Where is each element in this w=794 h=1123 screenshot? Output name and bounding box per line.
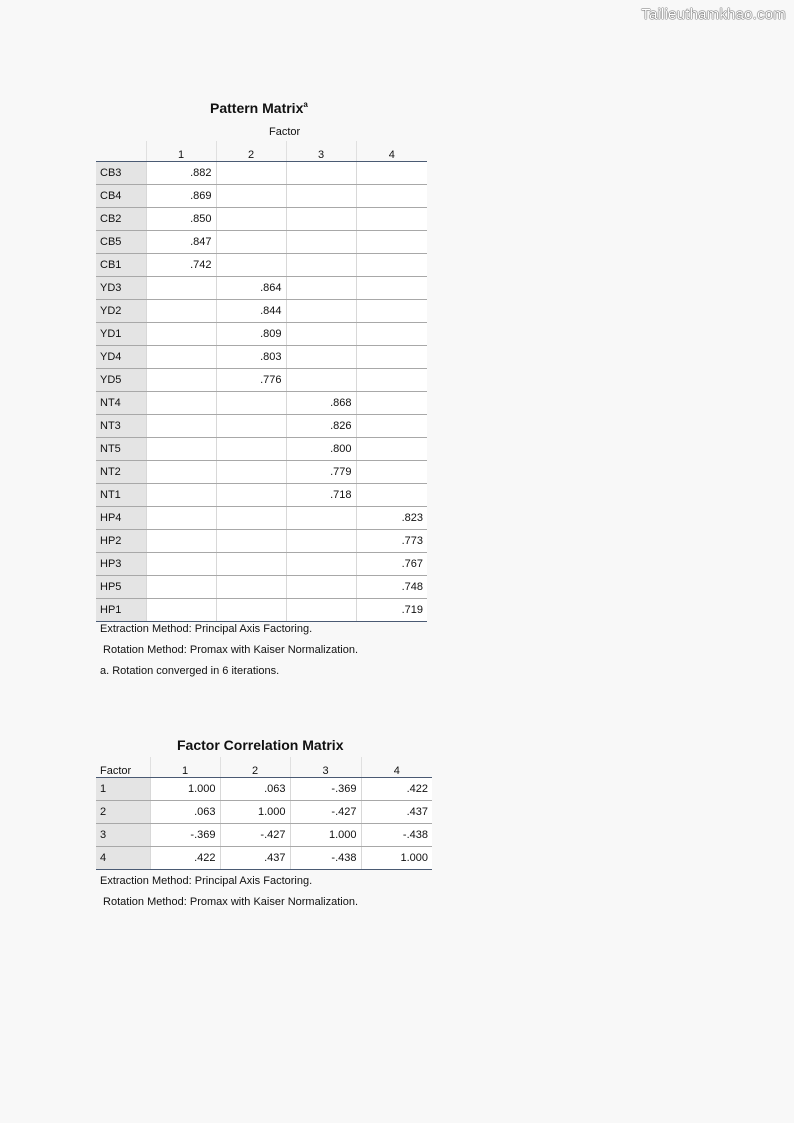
factor-correlation-header-row (96, 757, 432, 778)
pattern-matrix-col-header: 2 (216, 141, 286, 162)
factor-correlation-cell: .063 (150, 801, 220, 824)
pattern-matrix-table (96, 141, 427, 622)
factor-correlation-cell: -.369 (150, 824, 220, 847)
factor-correlation-row (96, 847, 432, 870)
pattern-matrix-row (96, 461, 427, 484)
pattern-matrix-cell (146, 599, 216, 622)
pattern-matrix-row (96, 346, 427, 369)
pattern-matrix-cell (286, 346, 356, 369)
pattern-matrix-cell (216, 231, 286, 254)
pattern-matrix-cell (286, 369, 356, 392)
pattern-matrix-cell (216, 576, 286, 599)
pattern-matrix-title (210, 100, 308, 116)
factor-correlation-row (96, 824, 432, 847)
pattern-matrix-row-label: CB5 (96, 231, 146, 254)
pattern-matrix-row (96, 208, 427, 231)
pattern-matrix-cell (356, 300, 427, 323)
pattern-matrix-cell (356, 185, 427, 208)
pattern-matrix-cell (146, 576, 216, 599)
factor-correlation-cell: -.427 (220, 824, 290, 847)
pattern-matrix-cell (216, 208, 286, 231)
pattern-matrix-row (96, 484, 427, 507)
pattern-matrix-row-label: NT2 (96, 461, 146, 484)
factor-correlation-corner-cell: Factor (96, 757, 150, 778)
pattern-matrix-row (96, 185, 427, 208)
pattern-matrix-cell (216, 484, 286, 507)
pattern-matrix-cell: .826 (286, 415, 356, 438)
pattern-matrix-cell (146, 392, 216, 415)
factor-correlation-row (96, 801, 432, 824)
pattern-matrix-cell (146, 415, 216, 438)
pattern-matrix-row-label: CB2 (96, 208, 146, 231)
pattern-matrix-col-header: 1 (146, 141, 216, 162)
pattern-matrix-factor-caption: Factor (269, 126, 301, 138)
pattern-matrix-col-header: 4 (356, 141, 427, 162)
pattern-matrix-cell (146, 277, 216, 300)
pattern-matrix-cell (286, 231, 356, 254)
pattern-matrix-cell (286, 323, 356, 346)
pattern-matrix-cell: .748 (356, 576, 427, 599)
pattern-matrix-cell: .800 (286, 438, 356, 461)
pattern-matrix-row-label: HP5 (96, 576, 146, 599)
pattern-matrix-corner-cell (96, 141, 146, 162)
pattern-matrix-cell (286, 254, 356, 277)
factor-correlation-col-header: 3 (290, 757, 361, 778)
factor-correlation-col-header: 4 (361, 757, 432, 778)
pattern-matrix-cell (286, 277, 356, 300)
pattern-matrix-cell (216, 254, 286, 277)
factor-correlation-cell: 1.000 (361, 847, 432, 870)
factor-correlation-cell: .422 (361, 778, 432, 801)
pattern-matrix-cell (286, 576, 356, 599)
factor-correlation-cell: -.438 (361, 824, 432, 847)
pattern-matrix-cell: .803 (216, 346, 286, 369)
pattern-matrix-row-label: HP2 (96, 530, 146, 553)
pattern-matrix-cell (146, 369, 216, 392)
factor-correlation-cell: -.369 (290, 778, 361, 801)
factor-correlation-note-extraction: Extraction Method: Principal Axis Factoring. (100, 875, 313, 887)
pattern-matrix-cell (146, 438, 216, 461)
pattern-matrix-row (96, 254, 427, 277)
pattern-matrix-cell (216, 415, 286, 438)
pattern-matrix-cell: .779 (286, 461, 356, 484)
factor-correlation-cell: -.427 (290, 801, 361, 824)
pattern-matrix-row (96, 530, 427, 553)
pattern-matrix-cell (216, 162, 286, 185)
pattern-matrix-cell: .882 (146, 162, 216, 185)
factor-correlation-note-rotation: Rotation Method: Promax with Kaiser Normalization. (100, 896, 358, 908)
pattern-matrix-cell (216, 507, 286, 530)
pattern-matrix-row-label: CB3 (96, 162, 146, 185)
pattern-matrix-header-row (96, 141, 427, 162)
pattern-matrix-cell (286, 208, 356, 231)
pattern-matrix-cell: .742 (146, 254, 216, 277)
pattern-matrix-cell (356, 392, 427, 415)
pattern-matrix-row (96, 231, 427, 254)
pattern-matrix-cell: .868 (286, 392, 356, 415)
pattern-matrix-cell: .767 (356, 553, 427, 576)
pattern-matrix-row-label: YD2 (96, 300, 146, 323)
pattern-matrix-cell (356, 438, 427, 461)
pattern-matrix-cell (146, 530, 216, 553)
factor-correlation-cell: .437 (361, 801, 432, 824)
factor-correlation-col-header: 2 (220, 757, 290, 778)
pattern-matrix-cell (356, 208, 427, 231)
factor-correlation-col-header: 1 (150, 757, 220, 778)
pattern-matrix-row (96, 277, 427, 300)
pattern-matrix-cell: .823 (356, 507, 427, 530)
pattern-matrix-row (96, 438, 427, 461)
pattern-matrix-cell (286, 553, 356, 576)
pattern-matrix-cell (216, 392, 286, 415)
pattern-matrix-cell (146, 461, 216, 484)
pattern-matrix-row-label: CB4 (96, 185, 146, 208)
pattern-matrix-row-label: NT3 (96, 415, 146, 438)
pattern-matrix-cell (216, 599, 286, 622)
pattern-matrix-cell (356, 346, 427, 369)
pattern-matrix-row (96, 507, 427, 530)
pattern-matrix-cell (356, 254, 427, 277)
factor-correlation-row-label: 2 (96, 801, 150, 824)
pattern-matrix-cell: .718 (286, 484, 356, 507)
pattern-matrix-cell (286, 530, 356, 553)
pattern-matrix-cell (216, 553, 286, 576)
factor-correlation-cell: 1.000 (290, 824, 361, 847)
pattern-matrix-cell (356, 484, 427, 507)
pattern-matrix-cell (146, 300, 216, 323)
pattern-matrix-row-label: YD4 (96, 346, 146, 369)
pattern-matrix-row (96, 323, 427, 346)
pattern-matrix-cell (286, 162, 356, 185)
pattern-matrix-title-text: Pattern Matrix (210, 100, 304, 116)
factor-correlation-cell: -.438 (290, 847, 361, 870)
watermark-text: Tailieuthamkhao.com (641, 6, 786, 23)
pattern-matrix-cell (216, 185, 286, 208)
pattern-matrix-col-header: 3 (286, 141, 356, 162)
pattern-matrix-cell (356, 231, 427, 254)
pattern-matrix-row (96, 415, 427, 438)
pattern-matrix-cell (286, 599, 356, 622)
pattern-matrix-row-label: HP1 (96, 599, 146, 622)
factor-correlation-cell: .063 (220, 778, 290, 801)
pattern-matrix-row (96, 369, 427, 392)
pattern-matrix-cell (356, 323, 427, 346)
pattern-matrix-cell: .844 (216, 300, 286, 323)
pattern-matrix-cell (146, 484, 216, 507)
factor-correlation-cell: .422 (150, 847, 220, 870)
pattern-matrix-cell (216, 461, 286, 484)
pattern-matrix-row (96, 553, 427, 576)
pattern-matrix-cell (146, 323, 216, 346)
factor-correlation-cell: 1.000 (150, 778, 220, 801)
factor-correlation-row-label: 3 (96, 824, 150, 847)
pattern-matrix-cell (356, 162, 427, 185)
pattern-matrix-cell (216, 438, 286, 461)
factor-correlation-table (96, 757, 432, 870)
pattern-matrix-cell (356, 369, 427, 392)
pattern-matrix-cell: .809 (216, 323, 286, 346)
pattern-matrix-cell (216, 530, 286, 553)
pattern-matrix-title-footnote-marker: a (303, 100, 308, 109)
factor-correlation-row-label: 1 (96, 778, 150, 801)
pattern-matrix-cell: .776 (216, 369, 286, 392)
pattern-matrix-cell (356, 415, 427, 438)
pattern-matrix-cell (356, 461, 427, 484)
pattern-matrix-note-rotation: Rotation Method: Promax with Kaiser Normalization. (100, 644, 358, 656)
pattern-matrix-row-label: YD1 (96, 323, 146, 346)
factor-correlation-cell: .437 (220, 847, 290, 870)
pattern-matrix-cell (356, 277, 427, 300)
pattern-matrix-row-label: NT4 (96, 392, 146, 415)
factor-correlation-row (96, 778, 432, 801)
pattern-matrix-row (96, 576, 427, 599)
pattern-matrix-row-label: HP3 (96, 553, 146, 576)
pattern-matrix-row-label: NT1 (96, 484, 146, 507)
pattern-matrix-row-label: HP4 (96, 507, 146, 530)
pattern-matrix-row (96, 162, 427, 185)
factor-correlation-title: Factor Correlation Matrix (177, 737, 344, 753)
factor-correlation-row-label: 4 (96, 847, 150, 870)
pattern-matrix-note-footnote: a. Rotation converged in 6 iterations. (100, 665, 280, 677)
pattern-matrix-cell (146, 346, 216, 369)
pattern-matrix-row-label: YD3 (96, 277, 146, 300)
pattern-matrix-row-label: YD5 (96, 369, 146, 392)
pattern-matrix-cell (286, 300, 356, 323)
pattern-matrix-row-label: NT5 (96, 438, 146, 461)
pattern-matrix-cell: .773 (356, 530, 427, 553)
factor-correlation-cell: 1.000 (220, 801, 290, 824)
pattern-matrix-row (96, 599, 427, 622)
pattern-matrix-cell (146, 507, 216, 530)
pattern-matrix-cell: .869 (146, 185, 216, 208)
pattern-matrix-cell (286, 507, 356, 530)
pattern-matrix-cell (146, 553, 216, 576)
pattern-matrix-note-extraction: Extraction Method: Principal Axis Factoring. (100, 623, 313, 635)
pattern-matrix-cell: .719 (356, 599, 427, 622)
pattern-matrix-row (96, 300, 427, 323)
pattern-matrix-cell: .850 (146, 208, 216, 231)
pattern-matrix-cell: .847 (146, 231, 216, 254)
pattern-matrix-row (96, 392, 427, 415)
pattern-matrix-cell (286, 185, 356, 208)
pattern-matrix-row-label: CB1 (96, 254, 146, 277)
pattern-matrix-cell: .864 (216, 277, 286, 300)
